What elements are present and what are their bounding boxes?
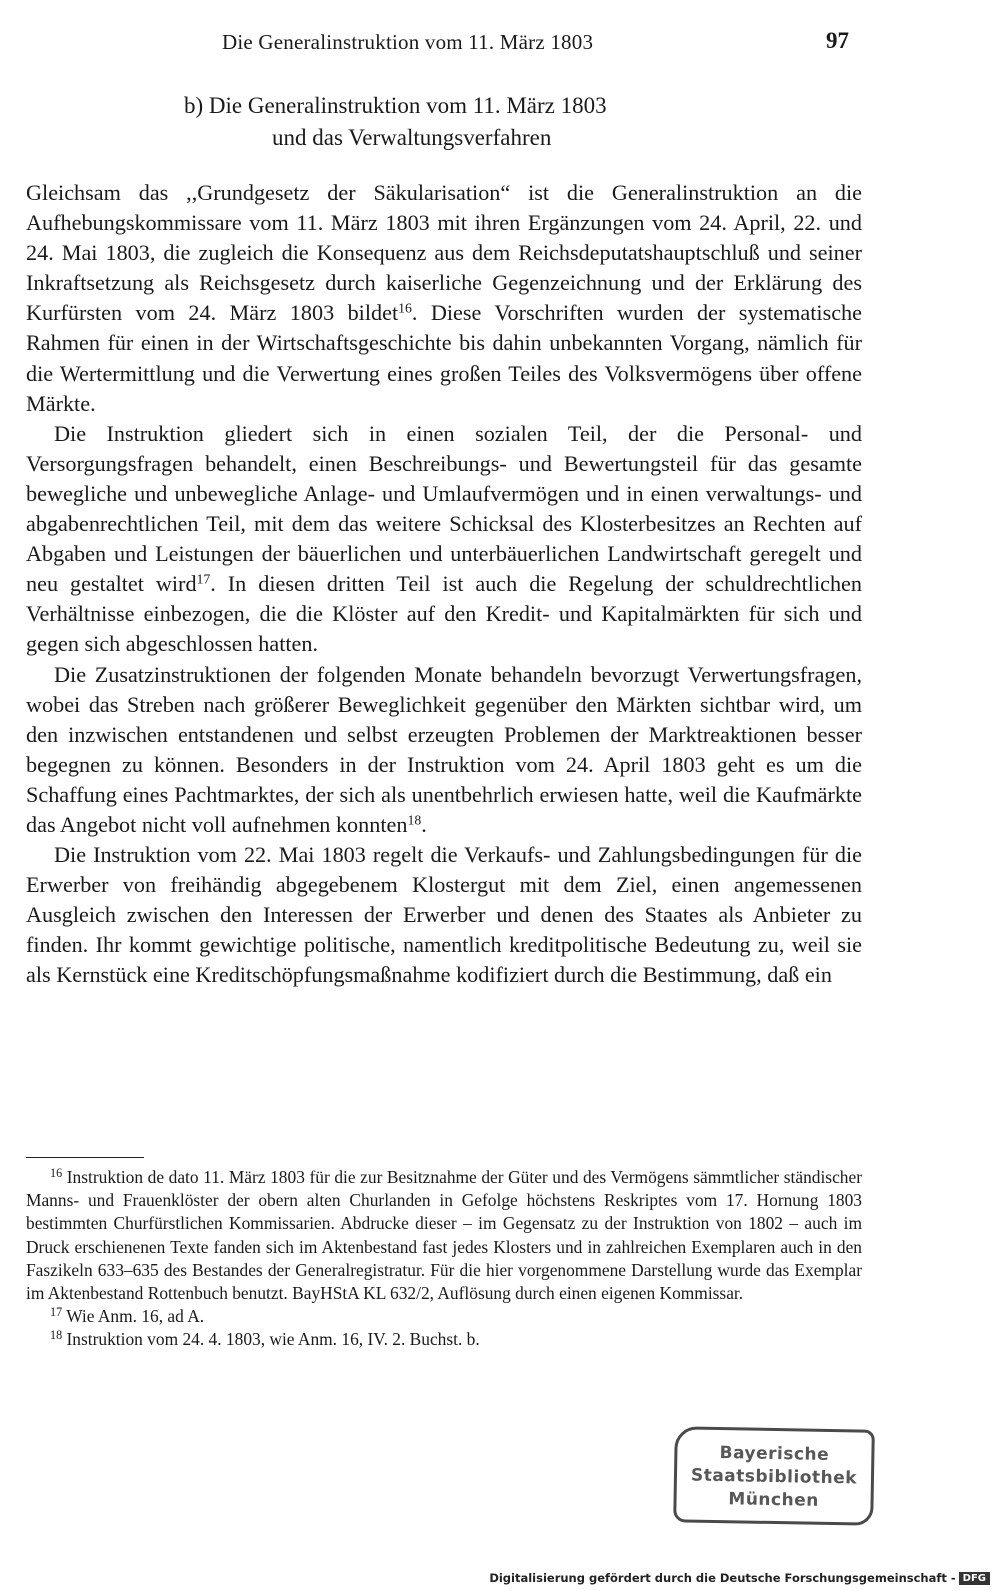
footnotes: [26, 1166, 862, 1352]
stamp-line: Bayerische: [719, 1443, 830, 1465]
paragraph-text: Die Instruktion gliedert sich in einen sozialen Teil, der die Personal- und Versorgungsfragen behandelt, einen Beschreibungs- und Bewertungsteil für das gesamte bewegliche und unbewegliche Anlage- und Umlaufvermögen und in einen verwaltungs- und abgabenrechtlichen Teil, mit dem das weitere Schicksal des Klosterbesitzes an Rechten auf Abgaben und Leistungen der bäuerlichen und unterbäuerlichen Landwirtschaft geregelt und neu gestaltet wird: [26, 420, 862, 597]
footnote-reference: 18: [407, 812, 422, 828]
footnote: [26, 1328, 862, 1351]
footnote-text: Instruktion vom 24. 4. 1803, wie Anm. 16, IV. 2. Buchst. b.: [66, 1329, 480, 1350]
running-title: Die Generalinstruktion vom 11. März 1803: [222, 30, 594, 54]
paragraph: [26, 840, 862, 990]
paragraph-text: .: [421, 811, 427, 837]
footnote-number: 17: [50, 1305, 63, 1320]
footnote-text: Wie Anm. 16, ad A.: [66, 1306, 205, 1327]
section-heading-line2: und das Verwaltungsverfahren: [272, 125, 552, 150]
section-heading-line1: b) Die Generalinstruktion vom 11. März 1803: [184, 93, 607, 118]
footnote-number: 16: [50, 1165, 63, 1180]
stamp-line: Staatsbibliothek: [690, 1465, 858, 1489]
paragraph-text: . In diesen dritten Teil ist auch die Regelung der schuldrechtlichen Verhältnisse einbezogen, die die Klöster auf den Kredit- und Kapitalmärkten für sich und gegen sich abgeschlossen hatten.: [26, 571, 862, 657]
body-text: [26, 178, 862, 991]
credit-text: Digitalisierung gefördert durch die Deutsche Forschungsgemeinschaft -: [489, 1571, 956, 1585]
footnote-reference: 16: [398, 300, 412, 316]
footnote: [26, 1166, 862, 1305]
footnote-reference: 17: [196, 571, 211, 587]
running-head: [0, 30, 1000, 62]
paragraph-text: . Diese Vorschriften wurden der systematische Rahmen für einen in der Wirtschaftsgeschichte bis dahin unbekannten Vorgang, nämlich für die Wertermittlung und die Verwertung eines großen Teiles des Volksvermögens über offene Märkte.: [26, 300, 862, 416]
paragraph-text: Die Instruktion vom 22. Mai 1803 regelt die Verkaufs- und Zahlungsbedingungen für die Erwerber von freihändig abgegebenem Klostergut mit dem Ziel, einen angemessenen Ausgleich zwischen den Interessen der Erwerber und denen des Staates als Anbieter zu finden. Ihr kommt gewichtige politische, namentlich kreditpolitische Bedeutung zu, weil sie als Kernstück eine Kreditschöpfungsmaßnahme kodifiziert durch die Bestimmung, daß ein: [26, 842, 862, 988]
paragraph: [26, 178, 862, 419]
paragraph-text: Gleichsam das ,,Grundgesetz der Säkularisation“ ist die Generalinstruktion an die Aufhebungskommissare vom 11. März 1803 mit ihren Ergänzungen vom 24. April, 22. und 24. Mai 1803, die zugleich die Konsequenz aus dem Reichsdeputatshauptschluß und seiner Inkraftsetzung als Reichsgesetz durch kaiserliche Gegenzeichnung und der Erklärung des Kurfürsten vom 24. März 1803 bildet: [26, 180, 862, 326]
section-heading: [0, 90, 1000, 154]
digitization-credit: [489, 1571, 990, 1585]
footnote-rule: [26, 1157, 144, 1158]
paragraph-text: Die Zusatzinstruktionen der folgenden Monate behandeln bevorzugt Verwertungsfragen, wobei das Streben nach größerer Beweglichkeit gegenüber den Märkten sichtbar wird, um den inzwischen entstandenen und selbst erzeugten Problemen der Marktreaktionen besser begegnen zu können. Besonders in der Instruktion vom 24. April 1803 geht es um die Schaffung eines Pachtmarktes, der sich als unentbehrlich erwiesen hatte, weil die Kaufmärkte das Angebot nicht voll aufnehmen konnten: [26, 661, 862, 837]
footnote: [26, 1305, 862, 1328]
stamp-line: München: [728, 1489, 819, 1511]
page-number: 97: [826, 28, 849, 53]
footnote-number: 18: [50, 1328, 63, 1343]
paragraph: [26, 419, 862, 660]
paragraph: [26, 660, 862, 841]
library-stamp: [673, 1426, 875, 1525]
footnote-text: Instruktion de dato 11. März 1803 für die zur Besitznahme der Güter und des Vermögens sämmtlicher ständischer Manns- und Frauenklöster der obern alten Churlanden in Gefolge höchstens Reskriptes vom 17. Hornung 1803 bestimmten Churfürstlichen Kommissarien. Abdrucke dieser – im Gegensatz zu der Instruktion von 1802 – auch im Druck erschienenen Texte fanden sich im Aktenbestand fast jedes Klosters und in zahlreichen Exemplaren auch in den Faszikeln 633–635 des Bestandes der Generalregistratur. Für die hier vorgenommene Darstellung wurde das Exemplar im Aktenbestand Rottenbuch benutzt. BayHStA KL 632/2, Auflösung durch einen eigenen Kommissar.: [26, 1167, 862, 1304]
dfg-logo-icon: DFG: [959, 1572, 990, 1585]
